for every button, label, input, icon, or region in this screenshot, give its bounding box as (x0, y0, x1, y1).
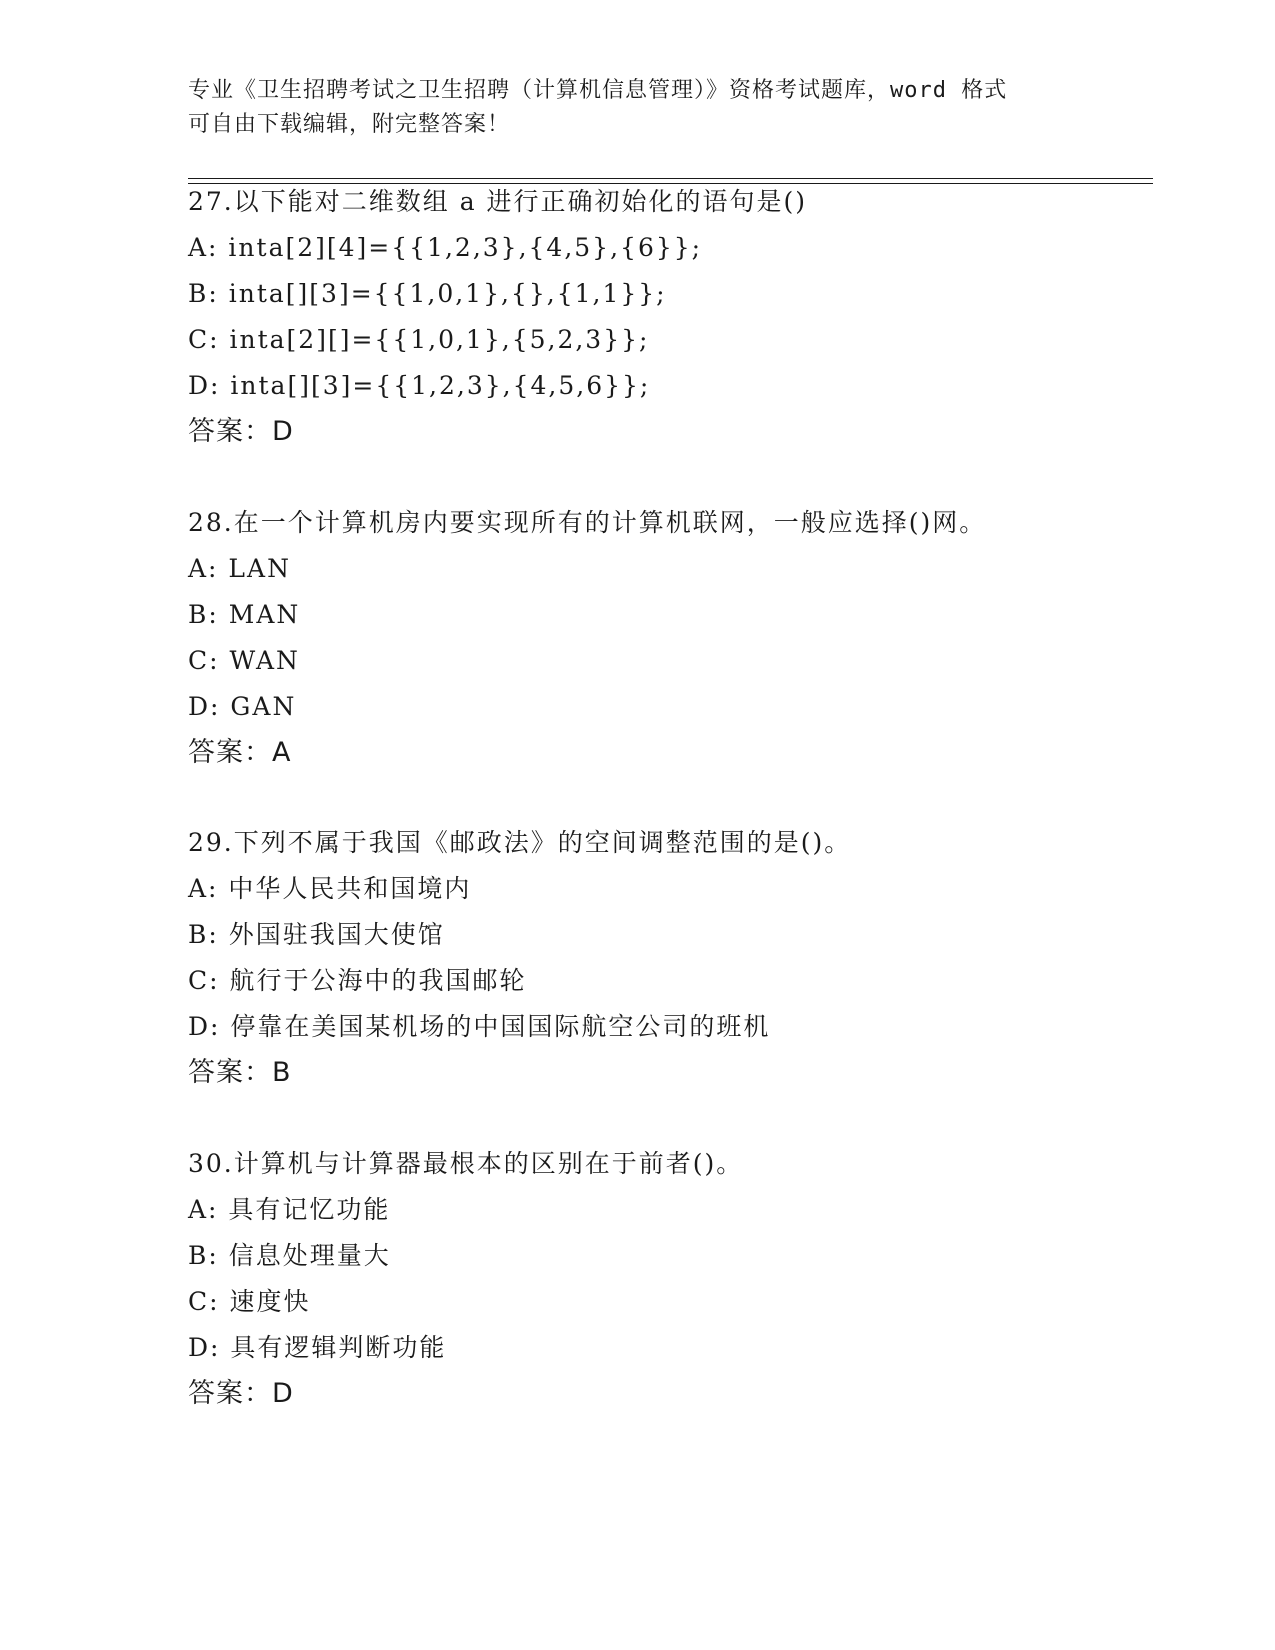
document-header (188, 74, 1088, 142)
option-c: C: WAN (188, 646, 300, 675)
option-c: C: 速度快 (188, 1287, 311, 1316)
option-b: B: 外国驻我国大使馆 (188, 920, 445, 949)
option-a: A: 具有记忆功能 (188, 1195, 391, 1224)
option-c: C: 航行于公海中的我国邮轮 (188, 966, 527, 995)
question-stem: 27.以下能对二维数组 a 进行正确初始化的语句是() (188, 187, 808, 216)
option-b: B: inta[][3]={{1,0,1},{},{1,1}}; (188, 279, 667, 308)
option-b: B: MAN (188, 600, 301, 629)
option-a: A: 中华人民共和国境内 (188, 874, 472, 903)
option-d: D: inta[][3]={{1,2,3},{4,5,6}}; (188, 371, 651, 400)
question-27 (188, 179, 1148, 455)
option-d: D: 停靠在美国某机场的中国国际航空公司的班机 (188, 1012, 771, 1041)
answer-text: 答案：A (188, 737, 292, 768)
question-30 (188, 1141, 1148, 1417)
question-28 (188, 500, 1148, 776)
question-stem: 30.计算机与计算器最根本的区别在于前者()。 (188, 1149, 744, 1178)
question-29 (188, 820, 1148, 1096)
header-line-2: 可自由下载编辑，附完整答案！ (188, 112, 511, 137)
option-d: D: GAN (188, 692, 297, 721)
answer-text: 答案：D (188, 1378, 294, 1409)
answer-text: 答案：D (188, 416, 294, 447)
option-a: A: LAN (188, 554, 291, 583)
question-stem: 28.在一个计算机房内要实现所有的计算机联网，一般应选择()网。 (188, 508, 987, 537)
option-a: A: inta[2][4]={{1,2,3},{4,5},{6}}; (188, 233, 703, 262)
option-b: B: 信息处理量大 (188, 1241, 391, 1270)
option-d: D: 具有逻辑判断功能 (188, 1333, 447, 1362)
answer-text: 答案：B (188, 1057, 292, 1088)
option-c: C: inta[2][]={{1,0,1},{5,2,3}}; (188, 325, 650, 354)
question-stem: 29.下列不属于我国《邮政法》的空间调整范围的是()。 (188, 828, 852, 857)
header-line-1: 专业《卫生招聘考试之卫生招聘（计算机信息管理）》资格考试题库，word 格式 (188, 78, 1008, 103)
